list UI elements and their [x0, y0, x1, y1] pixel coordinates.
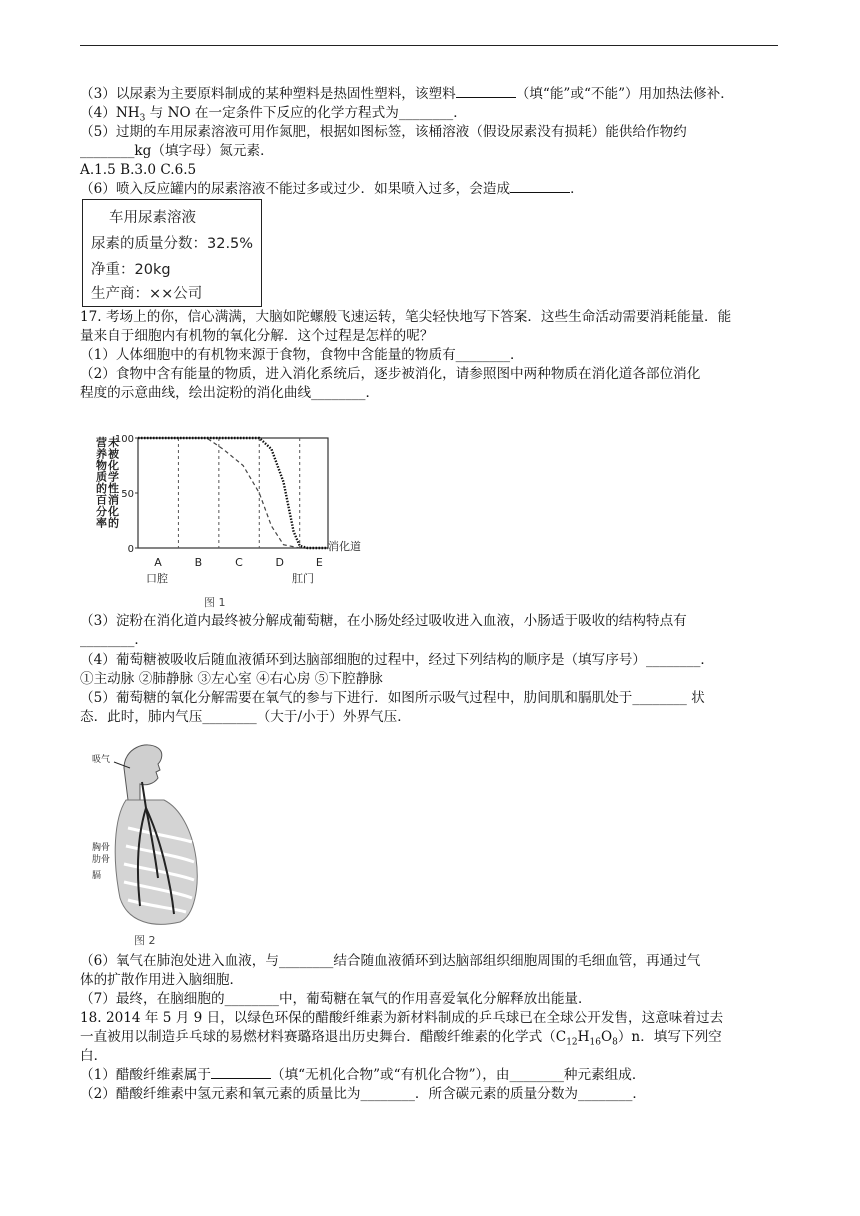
answer-blank[interactable] [456, 85, 516, 98]
y-label-char: 分 [96, 505, 107, 518]
q18-intro-3: 白． [80, 1048, 108, 1064]
q16-part3: （3）以尿素为主要原料制成的某种塑料是热固性塑料，该塑料 （填“能”或“不能”）用加热法修补． [80, 86, 734, 102]
y-label-char: 性 [108, 482, 119, 495]
y-label-char: 未 [108, 436, 119, 449]
x-category-label: E [315, 556, 323, 569]
x-categories [154, 556, 323, 569]
q17-part7: （7）最终，在脑细胞的________中，葡萄糖在氧气的作用喜爱氧化分解释放出能量． [80, 991, 592, 1007]
q16-part4: $(4)NH_3$ 与 NO 在一定条件下反应的化学方程式为________． [80, 105, 467, 124]
region-label-anus: 肛门 [292, 572, 314, 585]
sternum-label: 胸骨 [92, 843, 111, 853]
y-label-char: 化 [108, 505, 119, 518]
q17-part5: （5）葡萄糖的氧化分解需要在氧气的参与下进行．如图所示吸气过程中，肋间肌和膈肌处于________ 状 [80, 690, 705, 706]
q18-part2: （2）醋酸纤维素中氢元素和氧元素的质量比为________．所含碳元素的质量分数为________． [80, 1086, 646, 1102]
y-tick-label: 100 [114, 434, 134, 445]
q17-part2-cont: 程度的示意曲线，绘出淀粉的消化曲线________． [80, 385, 380, 401]
q17-part5-cont: 态．此时，肺内气压________（大于/小于）外界气压． [80, 709, 411, 725]
q17-part4-options: ①主动脉 ②肺静脉 ③左心室 ④右心房 ⑤下腔静脉 [80, 671, 383, 687]
y-label-char: 率 [96, 516, 107, 530]
q17-part1: （1）人体细胞中的有机物来源于食物，食物中含能量的物质有________． [80, 347, 524, 363]
q17-part4: （4）葡萄糖被吸收后随血液循环到达脑部细胞的过程中，经过下列结构的顺序是（填写序号）________． [80, 652, 714, 668]
y-label-char: 消 [108, 493, 119, 507]
q18-intro-1: 18. 2014 年 5 月 9 日，以绿色环保的醋酸纤维素为新材料制成的乒乓球已在全球公开发售，这意味着过去 [80, 1010, 724, 1026]
y-tick-label: 0 [127, 544, 134, 555]
header-rule [80, 45, 778, 46]
q17-intro-1: 17. 考场上的你，信心满满，大脑如陀螺般飞速运转，笔尖轻快地写下答案．这些生命活动需要消耗能量．能 [80, 309, 732, 325]
y-label-char: 的 [108, 516, 119, 530]
figure2-caption: 图 2 [134, 934, 156, 947]
y-tick-label: 50 [121, 489, 134, 500]
y-label-char: 学 [108, 470, 119, 484]
q17-part6-cont: 体的扩散作用进入脑细胞． [80, 972, 244, 988]
inhale-label: 吸气 [92, 755, 111, 765]
y-label-char: 质 [96, 470, 107, 484]
x-category-label: C [235, 556, 243, 569]
label-maker: 生产商：××公司 [91, 286, 203, 302]
q16-part5: （5）过期的车用尿素溶液可用作氮肥，根据如图标签，该桶溶液（假设尿素没有损耗）能供给作物约 [80, 124, 687, 140]
y-label-char: 的 [96, 482, 107, 495]
q17-part6: （6）氧气在肺泡处进入血液，与________结合随血液循环到达脑部组织细胞周围的毛细血管，再通过气 [80, 953, 701, 969]
x-category-label: B [194, 556, 203, 569]
q17-part3-cont: ________． [80, 632, 148, 648]
x-axis-label: 消化道 [328, 540, 361, 553]
x-category-label: D [275, 556, 284, 569]
label-weight: 净重：20kg [91, 262, 171, 278]
digestion-chart [84, 426, 374, 614]
y-label-char: 被 [108, 447, 119, 461]
y-label-char: 化 [108, 459, 119, 472]
y-label-char: 物 [96, 459, 107, 472]
q18-part1: （1）醋酸纤维素属于 （填“无机化合物”或“有机化合物”），由________种元素组成． [80, 1067, 646, 1083]
diaphragm-label: 膈 [92, 871, 102, 881]
region-label-mouth: 口腔 [146, 572, 168, 585]
q16-part5-cont: ________kg（填字母）氮元素． [80, 143, 274, 159]
q17-intro-2: 量来自于细胞内有机物的氧化分解．这个过程是怎样的呢？ [80, 328, 434, 344]
label-fraction: 尿素的质量分数：32.5% [91, 236, 254, 252]
region-dividers [178, 438, 299, 548]
figure-caption: 图 1 [204, 596, 226, 609]
x-category-label: A [154, 556, 162, 569]
rib-label: 肋骨 [92, 855, 111, 865]
y-axis-label [96, 435, 120, 530]
answer-blank[interactable] [510, 180, 570, 193]
q17-part2: （2）食物中含有能量的物质，进入消化系统后，逐步被消化，请参照图中两种物质在消化道各部位消化 [80, 366, 701, 382]
y-label-char: 营 [96, 436, 107, 449]
label-title: 车用尿素溶液 [109, 210, 196, 226]
y-label-char: 百 [96, 493, 107, 507]
breathing-figure [84, 738, 234, 950]
answer-blank[interactable] [211, 1066, 271, 1079]
q16-part6: （6）喷入反应罐内的尿素溶液不能过多或过少．如果喷入过多，会造成 ． [80, 181, 584, 197]
q16-options: A.1.5 B.3.0 C.6.5 [80, 162, 197, 178]
urea-label-box [82, 199, 262, 307]
q18-intro-2: 一直被用以制造乒乓球的易燃材料赛璐珞退出历史舞台．醋酸纤维素的化学式$(C_{12}H_{16}O_8)n$．填写下列空 [80, 1029, 722, 1048]
q17-part3: （3）淀粉在消化道内最终被分解成葡萄糖，在小肠处经过吸收进入血液，小肠适于吸收的结构特点有 [80, 613, 687, 629]
y-label-char: 养 [96, 447, 107, 461]
